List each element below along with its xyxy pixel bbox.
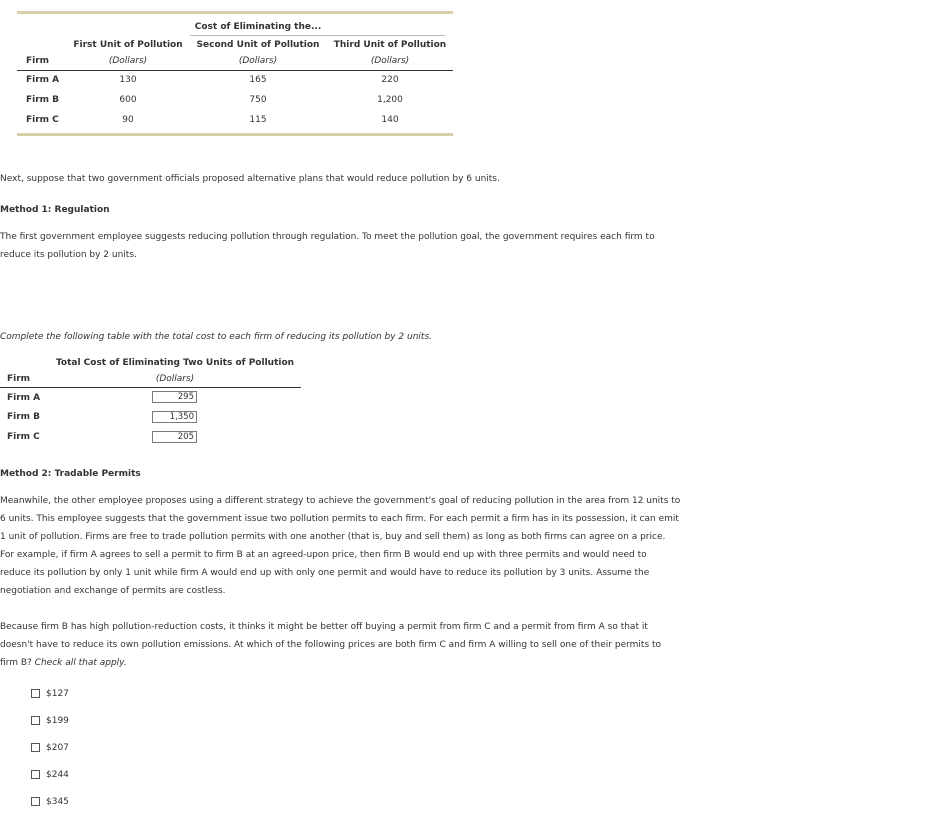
option-label: $199 [46,716,69,726]
table1-cell: 165 [249,75,267,85]
checkbox[interactable] [31,743,40,752]
table1-group-header: Cost of Eliminating the... [194,22,322,32]
table1-group-rule [190,35,445,36]
table1-col2-unit: (Dollars) [238,56,278,66]
table1-cell: 220 [381,75,399,85]
method2-paragraph-line: negotiation and exchange of permits are costless. [0,586,226,596]
table1-row-firm: Firm C [26,115,59,125]
option-label: $244 [46,770,69,780]
checkbox[interactable] [31,716,40,725]
table1-cell: 600 [119,95,137,105]
table2-header-rule [0,387,301,388]
firm-b-total-cost-input[interactable]: 1,350 [152,411,197,423]
checkbox[interactable] [31,689,40,698]
table1-col1-title: First Unit of Pollution [73,40,183,50]
question-line: doesn't have to reduce its own pollution emissions. At which of the following prices are both firm C and firm A willing to sell one of their permits to [0,640,662,650]
option-label: $127 [46,689,69,699]
option-label: $207 [46,743,69,753]
method1-heading: Method 1: Regulation [0,205,110,215]
table1-row-firm: Firm B [26,95,60,105]
table1-col2-title: Second Unit of Pollution [196,40,320,50]
table2-header: Total Cost of Eliminating Two Units of Pollution [55,358,295,368]
table2-row-firm: Firm A [7,393,41,403]
method2-paragraph-line: reduce its pollution by only 1 unit while firm A would end up with only one permit and would have to reduce its pollution by 3 units. Assume the [0,568,650,578]
option-label: $345 [46,797,69,807]
checkbox[interactable] [31,770,40,779]
firm-a-total-cost-input[interactable]: 295 [152,391,197,403]
method2-paragraph-line: 1 unit of pollution. Firms are free to trade pollution permits with one another (that is, buy and sell them) as long as both firms can agree on a price. [0,532,666,542]
method2-paragraph-line: Meanwhile, the other employee proposes using a different strategy to achieve the government's goal of reducing pollution in the area from 12 units to [0,496,681,506]
table1-bottom-border [17,133,453,136]
question-line: Because firm B has high pollution-reduction costs, it thinks it might be better off buying a permit from firm C and a permit from firm A so that it [0,622,648,632]
table2-firm-header: Firm [7,374,31,384]
table1-cell: 130 [119,75,137,85]
table1-top-border [17,11,453,14]
table1-cell: 140 [381,115,399,125]
method1-paragraph-line: reduce its pollution by 2 units. [0,250,137,260]
table1-firm-header: Firm [26,56,50,66]
firm-c-total-cost-input[interactable]: 205 [152,431,197,443]
method2-heading: Method 2: Tradable Permits [0,469,141,479]
checkbox[interactable] [31,797,40,806]
table1-header-rule [17,70,453,71]
table1-col3-unit: (Dollars) [370,56,410,66]
check-all-note: Check all that apply. [34,658,127,668]
table1-col3-title: Third Unit of Pollution [333,40,447,50]
table1-col1-unit: (Dollars) [108,56,148,66]
intro-text: Next, suppose that two government officials proposed alternative plans that would reduce pollution by 6 units. [0,174,500,184]
method2-paragraph-line: 6 units. This employee suggests that the government issue two pollution permits to each firm. For each permit a firm has in its possession, it can emit [0,514,679,524]
table1-cell: 1,200 [377,95,403,105]
table1-cell: 750 [249,95,267,105]
table1-row-firm: Firm A [26,75,60,85]
question-line [0,654,127,672]
table1-cell: 90 [122,115,134,125]
method1-paragraph-line: The first government employee suggests reducing pollution through regulation. To meet the pollution goal, the government requires each firm to [0,232,655,242]
question-line3-text: firm B? [0,658,32,668]
method2-paragraph-line: For example, if firm A agrees to sell a permit to firm B at an agreed-upon price, then firm B would end up with three permits and would need to [0,550,647,560]
table2-row-firm: Firm C [7,432,40,442]
table1-cell: 115 [249,115,267,125]
instruction-text: Complete the following table with the total cost to each firm of reducing its pollution by 2 units. [0,332,432,342]
table2-unit: (Dollars) [155,374,195,384]
table2-row-firm: Firm B [7,412,41,422]
